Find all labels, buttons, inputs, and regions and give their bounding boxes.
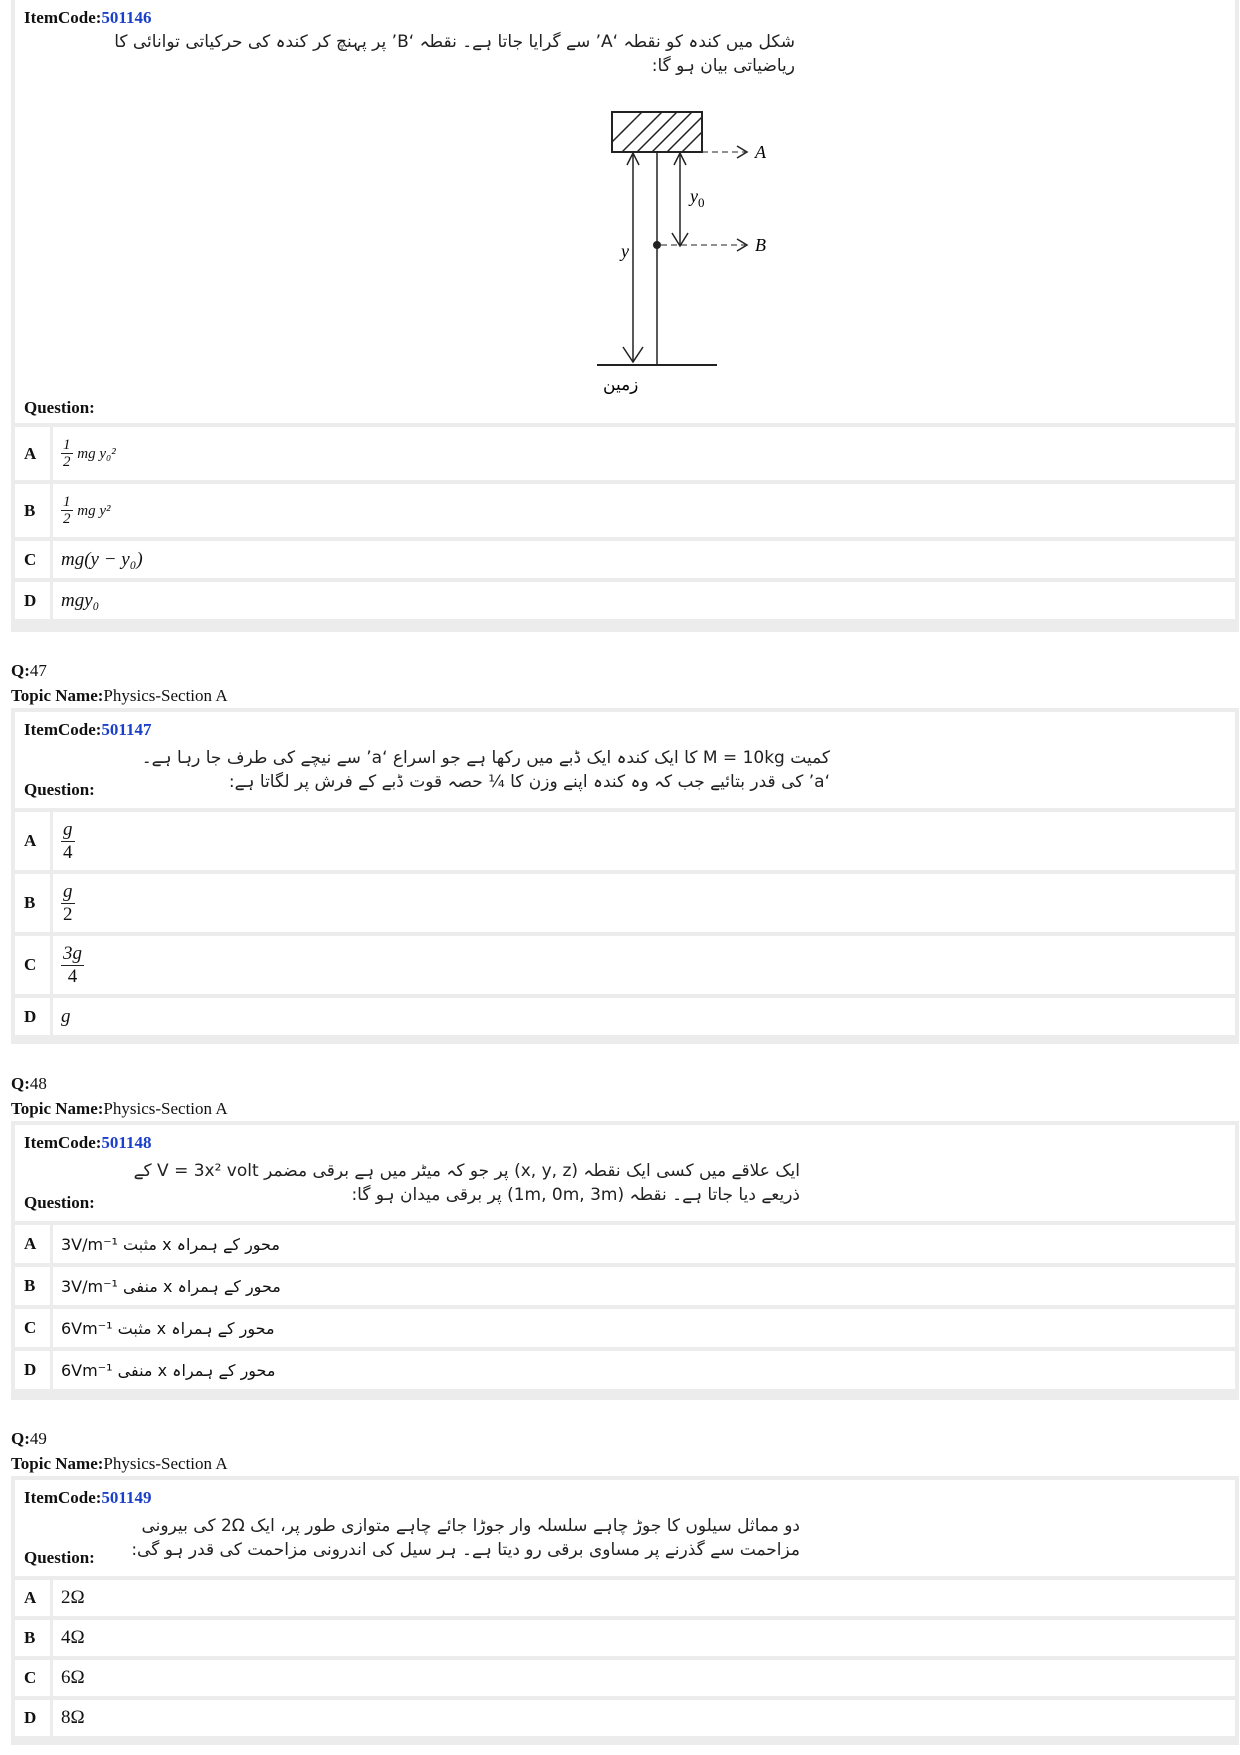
- option-letter: D: [24, 590, 37, 610]
- question-block-47: [11, 708, 1239, 1044]
- question-label: Question:: [24, 780, 95, 799]
- label-b: B: [755, 235, 766, 255]
- option-letter: D: [24, 1708, 37, 1727]
- option-value: g: [61, 1005, 71, 1027]
- item-code-value[interactable]: 501147: [101, 720, 152, 739]
- item-code: ItemCode:501146: [24, 8, 152, 27]
- option-value: 6Vm⁻¹ مثبت x محور کے ہمراہ: [61, 1318, 275, 1338]
- option-value: 6Vm⁻¹ منفی x محور کے ہمراہ: [61, 1360, 276, 1380]
- option-d[interactable]: [15, 998, 1235, 1035]
- question-label: Question:: [24, 1193, 95, 1212]
- option-letter: B: [24, 1276, 36, 1295]
- ground-label: زمین: [603, 375, 639, 395]
- stem-text-line-1: ایک علاقے میں کسی ایک نقطہ (x, y, z) پر جو کہ میٹر میں ہے برقی مضمر V = 3x² volt کے: [133, 1161, 800, 1181]
- option-value: 3V/m⁻¹ مثبت x محور کے ہمراہ: [61, 1234, 280, 1254]
- option-value: 3V/m⁻¹ منفی x محور کے ہمراہ: [61, 1276, 281, 1296]
- option-c[interactable]: [15, 1309, 1235, 1347]
- question-stem: [15, 712, 1235, 808]
- option-value: $\frac{g}{2}$: [63, 880, 73, 925]
- option-a[interactable]: [15, 812, 1235, 870]
- option-b[interactable]: [15, 484, 1235, 537]
- stem-text-line-2: ریاضیاتی بیان ہو گا:: [651, 56, 795, 76]
- question-label: Question:: [24, 1548, 95, 1567]
- option-letter: C: [24, 955, 37, 974]
- stem-text-line-2: ذریعے دیا جاتا ہے۔ نقطہ (1m, 0m, 3m) پر برقی میدان ہو گا:: [351, 1185, 800, 1205]
- option-b[interactable]: [15, 874, 1235, 932]
- item-code-value[interactable]: 501146: [101, 8, 152, 27]
- option-a[interactable]: [15, 427, 1235, 480]
- option-b[interactable]: [15, 1267, 1235, 1305]
- option-letter: C: [24, 549, 37, 569]
- option-a[interactable]: [15, 1580, 1235, 1616]
- item-code: ItemCode:501149: [24, 1488, 152, 1507]
- option-d[interactable]: [15, 1700, 1235, 1736]
- item-code-value[interactable]: 501149: [101, 1488, 152, 1507]
- stem-text-line-2: مزاحمت سے گذرنے پر مساوی برقی رو دیتا ہے۔ ہر سیل کی اندرونی مزاحمت کی قدر ہو گی:: [131, 1540, 800, 1560]
- option-letter: C: [24, 1668, 37, 1687]
- option-value: $\frac{g}{4}$: [63, 818, 73, 863]
- option-value: $\frac{1}{2}$ mg y²: [63, 494, 111, 527]
- question-number-47: Q:47: [11, 661, 47, 680]
- option-value: 4Ω: [61, 1627, 85, 1648]
- option-letter: A: [24, 1234, 37, 1253]
- option-c[interactable]: [15, 936, 1235, 994]
- option-c[interactable]: [15, 1660, 1235, 1696]
- option-b[interactable]: [15, 1620, 1235, 1656]
- label-y0: $y_0$: [690, 186, 705, 210]
- option-letter: C: [24, 1318, 37, 1337]
- option-value: mg(y − y₀): [61, 548, 143, 570]
- question-stem: [15, 1125, 1235, 1221]
- topic-name-47: Topic Name:Physics-Section A: [11, 686, 228, 705]
- option-letter: B: [24, 500, 36, 520]
- item-code: ItemCode:501148: [24, 1133, 152, 1152]
- question-block-49: [11, 1476, 1239, 1745]
- question-label: Question:: [24, 398, 95, 417]
- falling-block-diagram: [595, 105, 795, 405]
- question-stem: [15, 0, 1235, 423]
- question-block-48: [11, 1121, 1239, 1400]
- option-letter: D: [24, 1360, 37, 1379]
- option-letter: A: [24, 443, 37, 463]
- question-number-48: Q:48: [11, 1074, 47, 1093]
- stem-text-line-1: کمیت M = 10kg کا ایک کندہ ایک ڈبے میں رکھا ہے جو اسراع ‘a’ سے نیچے کی طرف جا رہا ہے۔: [141, 748, 830, 768]
- option-value: $\frac{3g}{4}$: [63, 942, 82, 987]
- option-value: $\frac{1}{2}$ mg y₀²: [63, 437, 116, 470]
- option-value: 8Ω: [61, 1707, 85, 1728]
- option-value: mgy₀: [61, 589, 100, 611]
- item-code-value[interactable]: 501148: [101, 1133, 152, 1152]
- option-d[interactable]: [15, 1351, 1235, 1389]
- option-letter: B: [24, 893, 36, 912]
- option-letter: B: [24, 1628, 36, 1647]
- item-code: ItemCode:501147: [24, 720, 152, 739]
- question-stem: [15, 1480, 1235, 1576]
- option-letter: D: [24, 1006, 37, 1026]
- label-a: A: [755, 142, 766, 162]
- stem-text-line-2: ‘a’ کی قدر بتائیے جب کہ وہ کندہ اپنے وزن کا ¼ حصہ قوت ڈبے کے فرش پر لگاتا ہے:: [228, 772, 830, 792]
- option-value: 2Ω: [61, 1587, 85, 1608]
- question-block-46: [11, 0, 1239, 632]
- stem-text-line-1: شکل میں کندہ کو نقطہ ‘A’ سے گرایا جاتا ہے۔ نقطہ ‘B’ پر پہنچ کر کندہ کی حرکیاتی توانائی کا: [114, 32, 795, 52]
- point-b: [653, 241, 661, 249]
- option-c[interactable]: [15, 541, 1235, 578]
- option-letter: A: [24, 1588, 37, 1607]
- option-a[interactable]: [15, 1225, 1235, 1263]
- option-letter: A: [24, 831, 37, 850]
- topic-name-48: Topic Name:Physics-Section A: [11, 1099, 228, 1118]
- topic-name-49: Topic Name:Physics-Section A: [11, 1454, 228, 1473]
- option-value: 6Ω: [61, 1667, 85, 1688]
- stem-text-line-1: دو مماثل سیلوں کا جوڑ چاہے سلسلہ وار جوڑا جائے چاہے متوازی طور پر، ایک 2Ω کی بیرونی: [141, 1516, 800, 1536]
- label-y: y: [621, 241, 629, 261]
- option-d[interactable]: [15, 582, 1235, 619]
- question-number-49: Q:49: [11, 1429, 47, 1448]
